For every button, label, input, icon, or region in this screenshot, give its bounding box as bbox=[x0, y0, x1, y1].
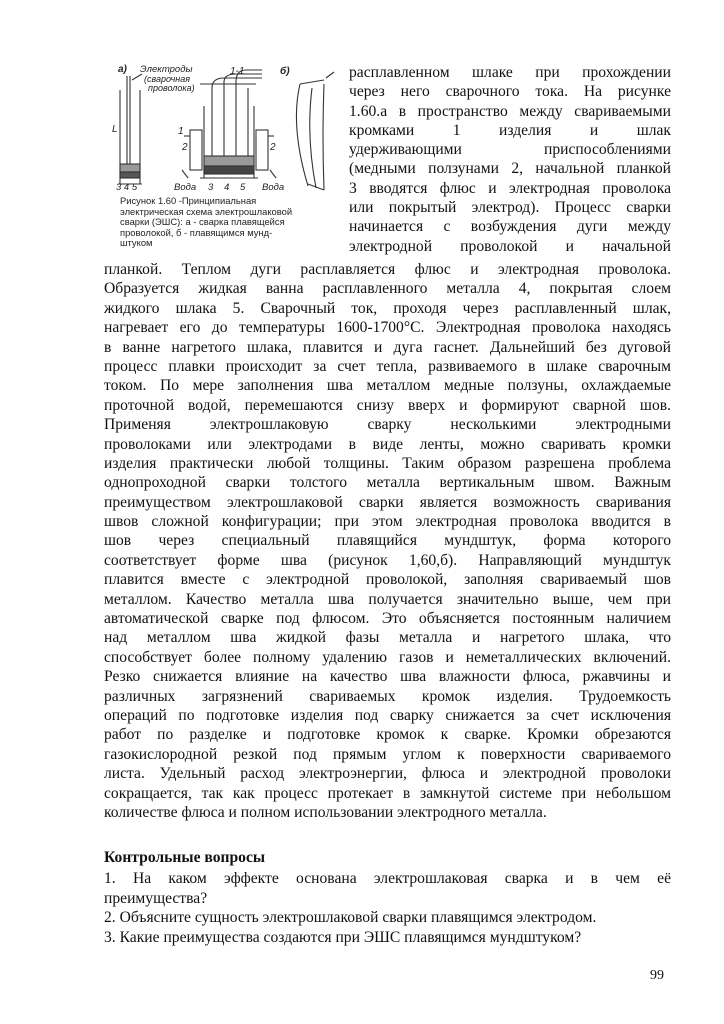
text-line: изделия практически любой толщины. Таким образом разрешена проблема bbox=[104, 454, 671, 472]
text-line: над металлом шва жидкой фазы металла и нагретого шлака, что bbox=[104, 629, 671, 647]
text-line: газокислородной резкой под прямым углом к поверхности свариваемого bbox=[104, 745, 671, 763]
text-line: в ванне нагретого шлака, плавится и дуга гаснет. Дальнейший без дуговой bbox=[104, 338, 671, 356]
text-line: Образуется жидкая ванна расплавленного металла 4, покрытая слоем bbox=[104, 280, 671, 298]
figure-label-electrodes: Электроды bbox=[140, 64, 193, 75]
text-line: процесс плавки происходит за счет тепла, развиваемого в шлаке сварочным bbox=[104, 357, 671, 375]
text-line: шов через специальный плавящийся мундштук, форма которого bbox=[104, 532, 671, 550]
text-line: однопроходной сварки толстого металла вертикальным швом. Важным bbox=[104, 474, 671, 492]
text-line: преимуществом электрошлаковой сварки является возможность сваривания bbox=[104, 493, 671, 511]
text-line: автоматической сварке под флюсом. Это объясняется постоянным наличием bbox=[104, 610, 671, 628]
figure-label-2-left: 2 bbox=[182, 142, 188, 153]
caption-line: сварки (ЭШС): а - сварка плавящейся bbox=[120, 216, 285, 228]
text-line: начинается с возбуждения дуги между bbox=[349, 218, 671, 236]
text-line: проволоками или электродами в виде ленты, можно сваривать кромки bbox=[104, 435, 671, 453]
figure-label-5: 5 bbox=[240, 182, 246, 193]
text-line: (медными ползунами 2, начальной планкой bbox=[349, 160, 671, 178]
text-line: Резко снижается влияние на качество шва влажности флюса, ржавчины и bbox=[104, 668, 671, 686]
text-line: нагревает его до температуры 1600-1700°С. Электродная проволока находясь bbox=[104, 319, 671, 337]
caption-line: электрическая схема электрошлаковой bbox=[120, 205, 293, 217]
page-number: 99 bbox=[650, 968, 664, 983]
caption-line: штуком bbox=[120, 237, 153, 249]
figure-label-b: б) bbox=[280, 66, 290, 77]
questions-list bbox=[104, 869, 671, 947]
question-line: 3. Какие преимущества создаются при ЭШС плавящимся мундштуком? bbox=[104, 928, 582, 946]
text-line: операций по подготовке изделия под сварку снижается за счет исключения bbox=[104, 706, 671, 724]
text-line: кромками 1 изделия и шлак bbox=[349, 121, 671, 139]
side-paragraph bbox=[349, 63, 671, 256]
question-line: 2. Объясните сущность электрошлаковой сварки плавящимся электродом. bbox=[104, 909, 597, 927]
text-line: сокращается, так как процесс протекает в замкнутой системе при небольшом bbox=[104, 784, 671, 802]
figure-label-345: 3 4 5 bbox=[116, 182, 138, 193]
text-line: работ по разделке и подготовке кромок к сварке. Кромки обрезаются bbox=[104, 726, 671, 744]
text-line: плавится вместе с электродной проволокой, заполняя свариваемый шов bbox=[104, 571, 671, 589]
text-line: количестве флюса и полном использовании электродного металла. bbox=[104, 803, 547, 821]
text-line: металлом. Качество металла шва получается значительно выше, чем при bbox=[104, 590, 671, 608]
text-line: или покрытый электрод). Процесс сварки bbox=[349, 199, 671, 217]
esw-schematic-drawing bbox=[112, 66, 344, 196]
figure-label-1: 1 bbox=[178, 126, 184, 137]
text-line: соответствует форме шва (рисунок 1,60,б). Направляющий мундштук bbox=[104, 551, 671, 569]
figure-label-a: а) bbox=[118, 64, 127, 75]
text-line: жидкого шлака 5. Сварочный ток, проходя через расплавленный шлак, bbox=[104, 299, 671, 317]
figure-label-3: 3 bbox=[208, 182, 214, 193]
caption-line: Рисунок 1.60 -Принципиальная bbox=[120, 195, 257, 206]
text-line: через него сварочного тока. На рисунке bbox=[349, 83, 671, 101]
question-line: 1. На каком эффекте основана электрошлаковая сварка и в чем её bbox=[104, 870, 671, 887]
text-line: 3 вводятся флюс и электродная проволока bbox=[349, 179, 671, 197]
text-line: расплавленном шлаке при прохождении bbox=[349, 64, 671, 81]
figure-label-water-2: Вода bbox=[262, 182, 285, 193]
figure-label-2-right: 2 bbox=[270, 142, 276, 153]
text-line: листа. Удельный расход электроэнергии, флюса и электродной проволоки bbox=[104, 765, 671, 783]
figure-label-wire-2: проволока) bbox=[148, 83, 195, 93]
text-line: Применяя электрошлаковую сварку несколькими электродными bbox=[104, 416, 671, 434]
text-line: различных загрязнений свариваемых кромок изделия. Трудоемкость bbox=[104, 687, 671, 705]
question-line: преимущества? bbox=[104, 889, 208, 907]
figure-label-l: L bbox=[112, 124, 118, 135]
figure-label-wire: (сварочная bbox=[144, 74, 191, 84]
text-line: способствует более полному удалению газов и неметаллических включений. bbox=[104, 648, 671, 666]
main-paragraph bbox=[104, 260, 671, 822]
text-line: удерживающими приспособлениями bbox=[349, 141, 671, 159]
questions-heading: Контрольные вопросы bbox=[104, 849, 266, 866]
figure-label-section: 1-1 bbox=[230, 66, 245, 77]
text-line: электродной проволокой и начальной bbox=[349, 237, 671, 255]
text-line: швов сложной конфигурации; при этом электродная проволока вводится в bbox=[104, 513, 671, 531]
figure-label-water-1: Вода bbox=[174, 182, 197, 193]
text-line: 1.60.а в пространство между свариваемыми bbox=[349, 102, 671, 120]
caption-line: проволокой, б - плавящимся мунд- bbox=[120, 226, 273, 238]
figure-caption bbox=[120, 196, 342, 249]
text-line: проточной водой, перемешаются снизу вверх и формируют сварной шов. bbox=[104, 396, 671, 414]
text-line: планкой. Теплом дуги расплавляется флюс и электродная проволока. bbox=[104, 261, 671, 278]
text-line: током. По мере заполнения шва металлом медные ползуны, охлаждаемые bbox=[104, 377, 671, 395]
figure-label-4: 4 bbox=[224, 182, 230, 193]
